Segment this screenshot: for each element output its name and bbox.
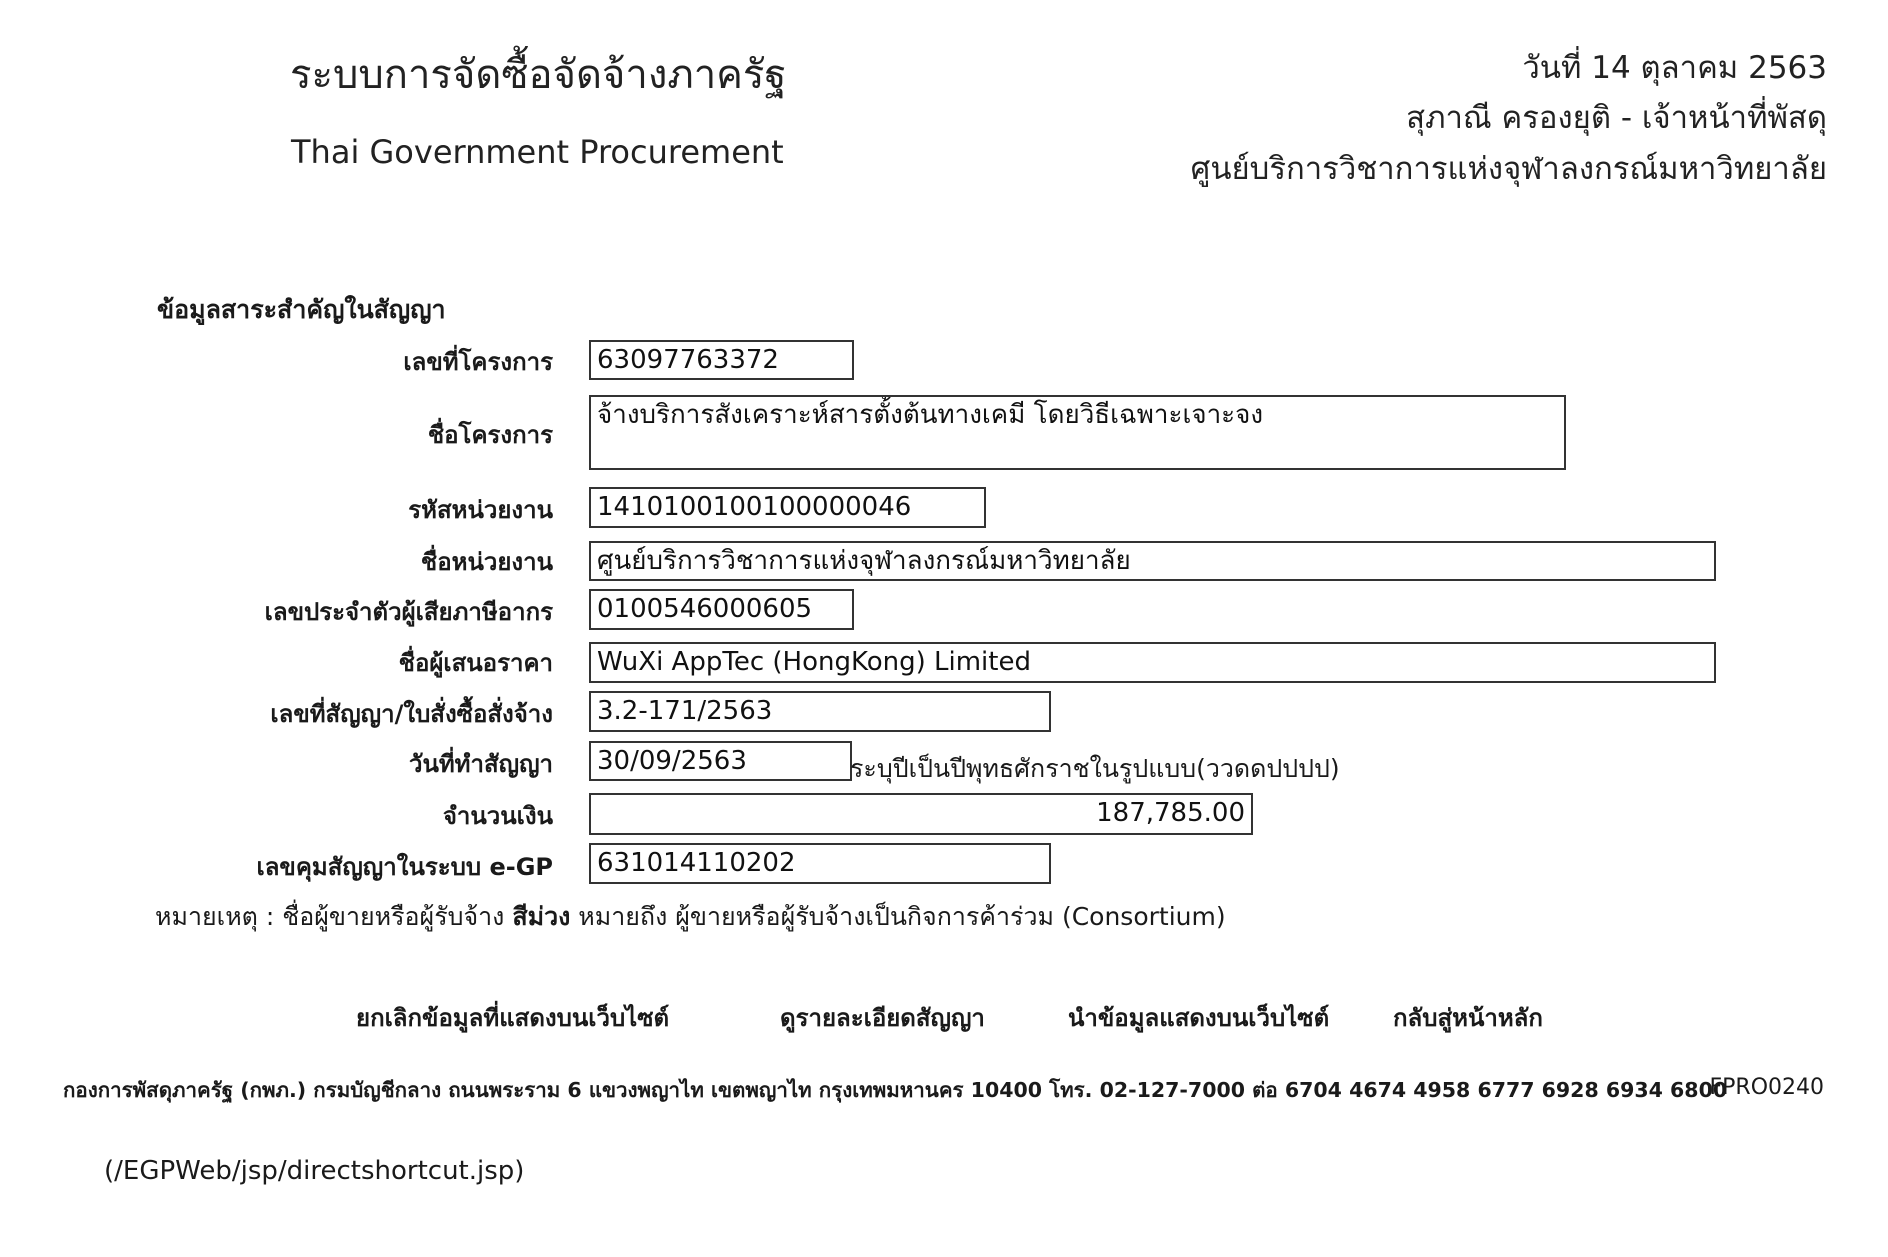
- footer-address: กองการพัสดุภาครัฐ (กพภ.) กรมบัญชีกลาง ถนนพระราม 6 แขวงพญาไท เขตพญาไท กรุงเทพมหานคร 10400 โทร. 02-127-7000 ต่อ 6704 4674 4958 6777 6928 6934 6800: [63, 1078, 1728, 1102]
- note-prefix: หมายเหตุ : ชื่อผู้ขายหรือผู้รับจ้าง: [155, 902, 505, 931]
- system-title-thai: ระบบการจัดซื้อจัดจ้างภาครัฐ: [290, 52, 787, 98]
- view-contract-link[interactable]: ดูรายละเอียดสัญญา: [780, 1004, 985, 1032]
- consortium-note: [155, 897, 1226, 937]
- dept-name-field[interactable]: ศูนย์บริการวิชาการแห่งจุฬาลงกรณ์มหาวิทยาลัย: [589, 541, 1716, 581]
- label-egp-control-no: เลขคุมสัญญาในระบบ e-GP: [256, 853, 553, 881]
- contract-date-field[interactable]: 30/09/2563: [589, 741, 852, 781]
- note-highlight: สีม่วง: [512, 902, 571, 931]
- form-code: FPRO0240: [1709, 1075, 1824, 1100]
- dept-code-field[interactable]: 1410100100100000046: [589, 487, 986, 528]
- label-dept-code: รหัสหน่วยงาน: [408, 496, 553, 524]
- header-organization: ศูนย์บริการวิชาการแห่งจุฬาลงกรณ์มหาวิทยาลัย: [1190, 151, 1827, 187]
- bidder-name-field[interactable]: WuXi AppTec (HongKong) Limited: [589, 642, 1716, 683]
- tax-id-field[interactable]: 0100546000605: [589, 589, 854, 630]
- contract-date-hint: ระบุปีเป็นปีพุทธศักราชในรูปแบบ(ววดดปปปป): [850, 754, 1340, 783]
- project-no-field[interactable]: 63097763372: [589, 340, 854, 380]
- note-suffix: หมายถึง ผู้ขายหรือผู้รับจ้างเป็นกิจการค้าร่วม (Consortium): [578, 902, 1226, 931]
- system-title-english: Thai Government Procurement: [291, 133, 784, 171]
- contract-no-field[interactable]: 3.2-171/2563: [589, 691, 1051, 732]
- publish-display-link[interactable]: นำข้อมูลแสดงบนเว็บไซต์: [1068, 1004, 1330, 1032]
- label-tax-id: เลขประจำตัวผู้เสียภาษีอากร: [264, 598, 553, 626]
- label-contract-no: เลขที่สัญญา/ใบสั่งซื้อสั่งจ้าง: [270, 700, 553, 728]
- header-user: สุภาณี ครองยุติ - เจ้าหน้าที่พัสดุ: [1406, 100, 1827, 136]
- label-project-no: เลขที่โครงการ: [403, 348, 553, 376]
- header-date: วันที่ 14 ตุลาคม 2563: [1522, 50, 1827, 86]
- section-title: ข้อมูลสาระสำคัญในสัญญา: [157, 295, 446, 324]
- label-amount: จำนวนเงิน: [442, 802, 553, 830]
- back-home-link[interactable]: กลับสู่หน้าหลัก: [1393, 1004, 1543, 1032]
- page-url: (/EGPWeb/jsp/directshortcut.jsp): [104, 1156, 525, 1186]
- label-contract-date: วันที่ทำสัญญา: [408, 750, 553, 778]
- project-name-field[interactable]: จ้างบริการสังเคราะห์สารตั้งต้นทางเคมี โดยวิธีเฉพาะเจาะจง: [589, 395, 1566, 470]
- label-bidder-name: ชื่อผู้เสนอราคา: [398, 649, 553, 677]
- label-dept-name: ชื่อหน่วยงาน: [420, 548, 553, 576]
- label-project-name: ชื่อโครงการ: [427, 421, 553, 449]
- egp-control-no-field[interactable]: 631014110202: [589, 843, 1051, 884]
- cancel-display-link[interactable]: ยกเลิกข้อมูลที่แสดงบนเว็บไซต์: [356, 1004, 670, 1032]
- amount-field[interactable]: 187,785.00: [589, 793, 1253, 835]
